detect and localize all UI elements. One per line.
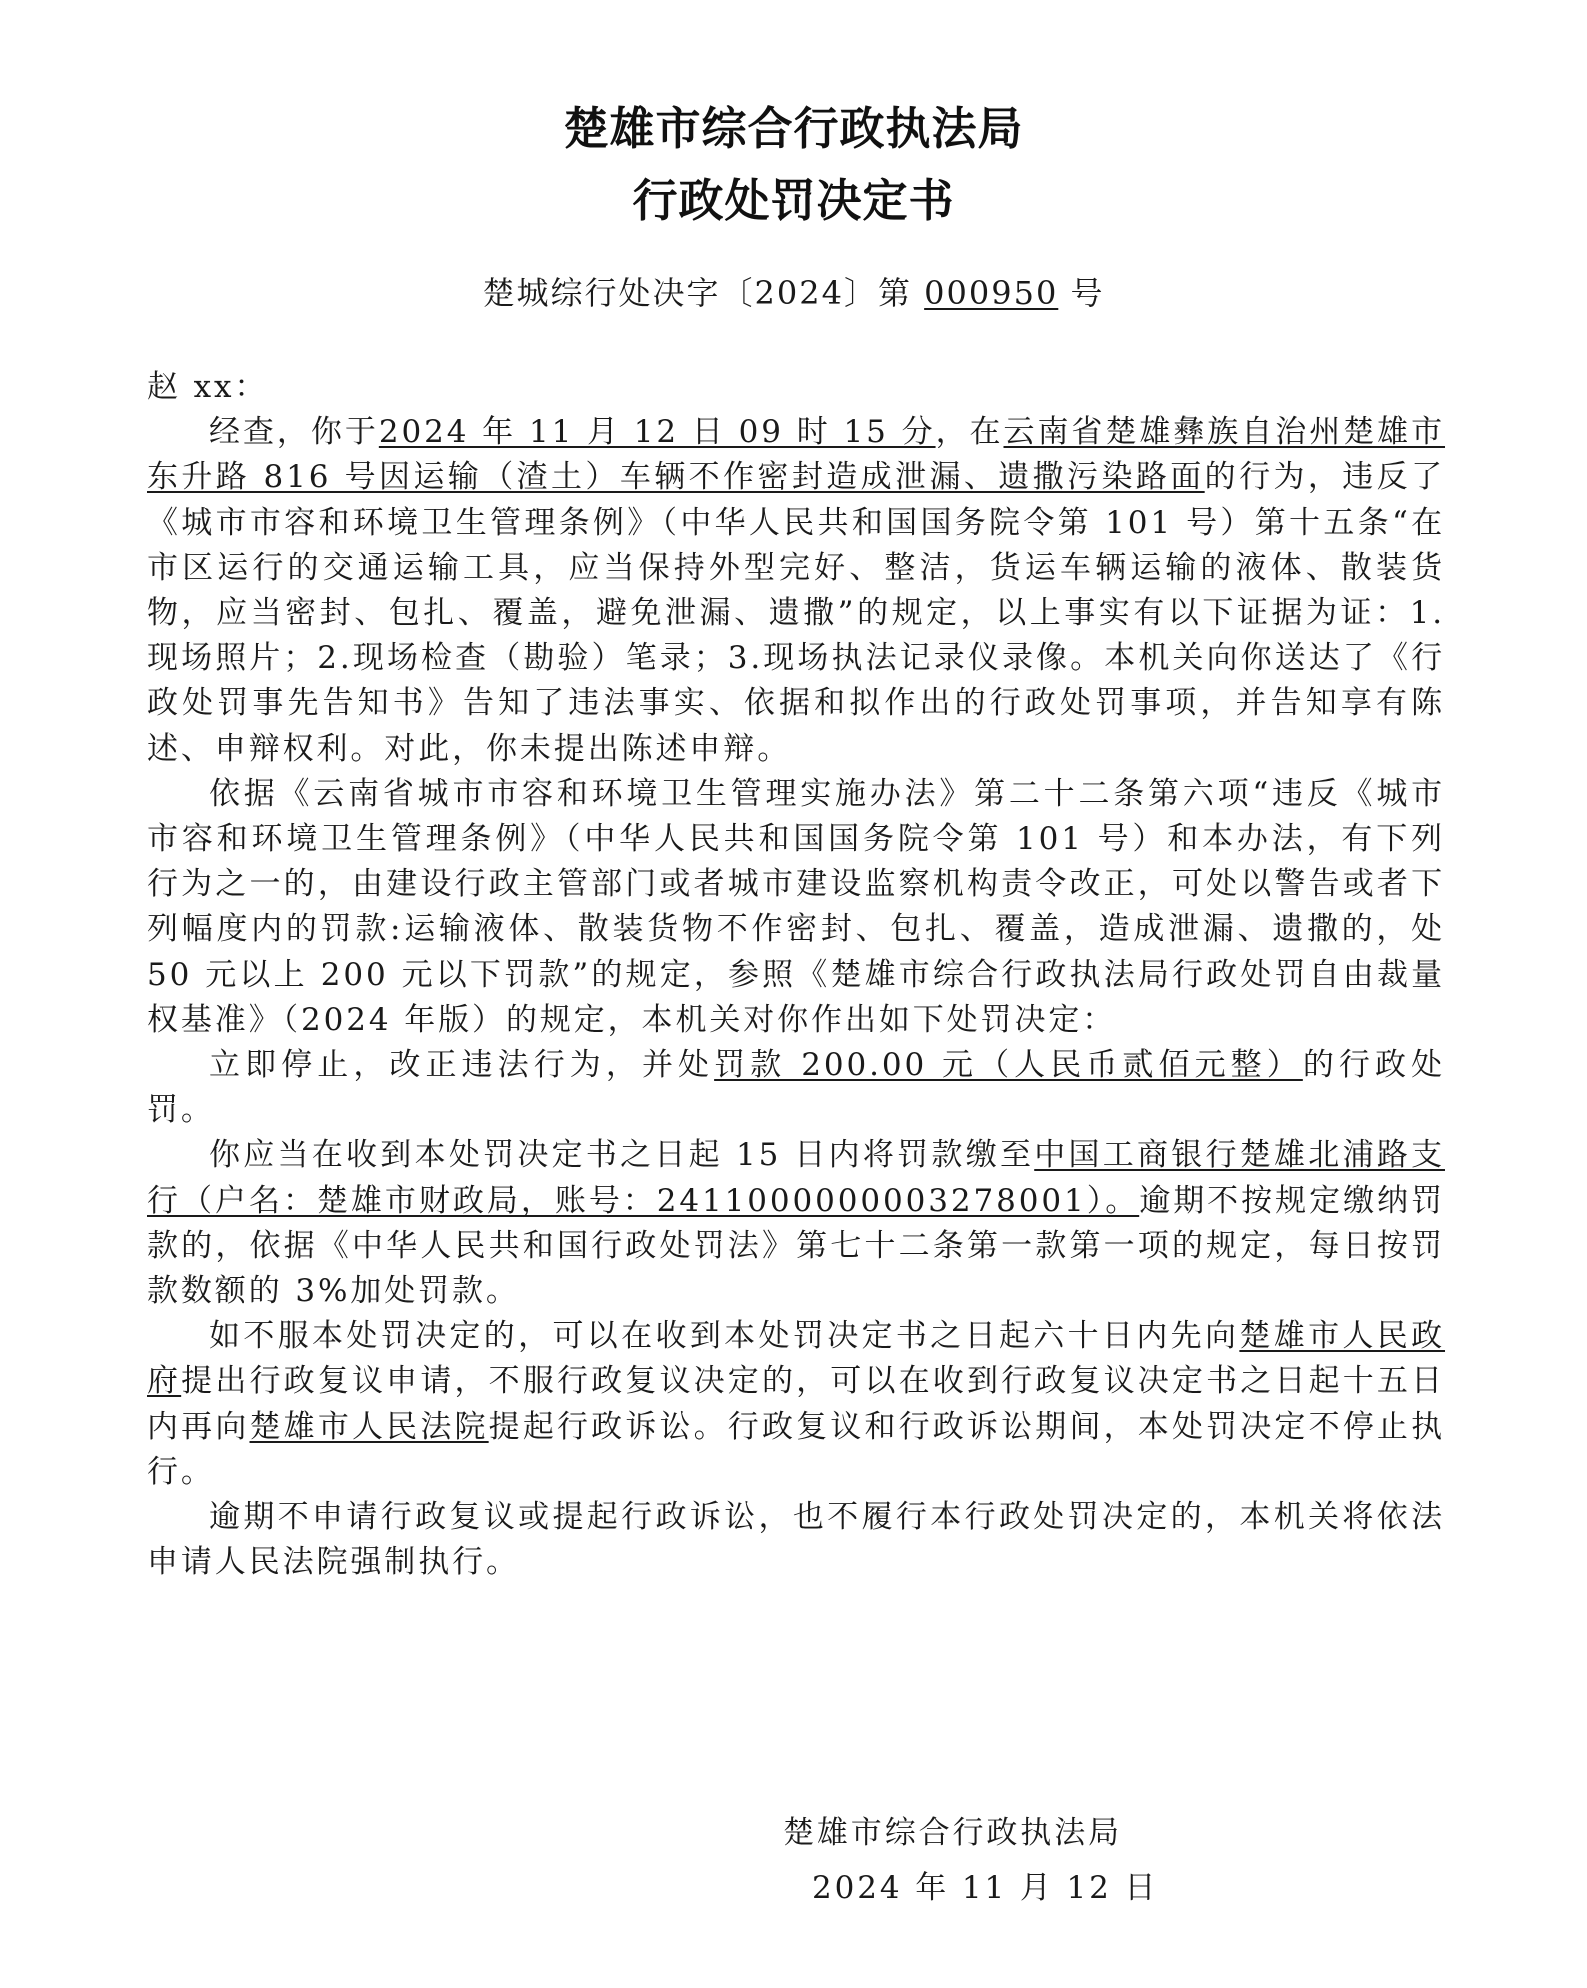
appeal-court: 楚雄市人民法院 [249, 1408, 489, 1445]
facts-text-3: 的行为，违反了《城市市容和环境卫生管理条例》（中华人民共和国国务院令第 101 号）第十五条“在市区运行的交通运输工具，应当保持外型完好、整洁，货运车辆运输的液体、散装货物，应当密封、包扎、覆盖，避免泄漏、遗撒”的规定，以上事实有以下证据为证：1.现场照片；2.现场检查（勘验）笔录；3.现场执法记录仪录像。本机关向你送达了《行政处罚事先告知书》告知了违法事实、依据和拟作出的行政处罚事项，并告知享有陈述、申辩权利。对此，你未提出陈述申辩。 [147, 459, 1445, 767]
violation-location: 云南省楚雄彝族自治州楚雄市东升路 816 号因运输（渣土）车辆不作密封造成泄漏、遗撒污染路面 [147, 414, 1446, 496]
decision-text-2: 的行政处罚。 [147, 1047, 1445, 1129]
payment-text-2: 逾期不按规定缴纳罚款的，依据《中华人民共和国行政处罚法》第七十二条第一款第一项的规定，每日按罚款数额的 3%加处罚款。 [147, 1182, 1445, 1310]
appeal-paragraph [147, 1314, 1445, 1495]
salutation: 赵 xx： [147, 369, 269, 405]
document-body [147, 365, 1445, 1585]
facts-text-1: 经查，你于 [209, 414, 379, 451]
document-number [0, 268, 1587, 314]
enforcement-paragraph: 逾期不申请行政复议或提起行政诉讼，也不履行本行政处罚决定的，本机关将依法申请人民法院强制执行。 [147, 1499, 1445, 1581]
signature-organization: 楚雄市综合行政执法局 [783, 1815, 1122, 1851]
payment-bank-account: 中国工商银行楚雄北浦路支行（户名：楚雄市财政局，账号：2411000000003278001）。 [147, 1137, 1445, 1219]
document-title: 行政处罚决定书 [632, 174, 955, 227]
document-number-prefix: 楚城综行处决字〔2024〕第 [482, 274, 912, 312]
violation-datetime: 2024 年 11 月 12 日 09 时 15 分 [378, 414, 936, 451]
decision-text-1: 立即停止，改正违法行为，并处 [209, 1047, 715, 1084]
decision-paragraph [147, 1043, 1445, 1133]
payment-paragraph [147, 1133, 1445, 1314]
appeal-text-2: 提出行政复议申请，不服行政复议决定的，可以在收到行政复议决定书之日起十五日内再向 [147, 1363, 1445, 1445]
appeal-text-1: 如不服本处罚决定的，可以在收到本处罚决定书之日起六十日内先向 [209, 1318, 1240, 1355]
signature-date: 2024 年 11 月 12 日 [812, 1870, 1159, 1906]
legal-basis-paragraph: 依据《云南省城市市容和环境卫生管理实施办法》第二十二条第六项“违反《城市市容和环境卫生管理条例》（中华人民共和国国务院令第 101 号）和本办法，有下列行为之一的，由建设行政主管部门或者城市建设监察机构责令改正，可处以警告或者下列幅度内的罚款:运输液体、散装货物不作密封、包扎、覆盖，造成泄漏、遗撒的，处 50 元以上 200 元以下罚款”的规定，参照《楚雄市综合行政执法局行政处罚自由裁量权基准》（2024 年版）的规定，本机关对你作出如下处罚决定： [147, 775, 1445, 1038]
facts-paragraph [147, 410, 1445, 772]
fine-amount: 罚款 200.00 元（人民币贰佰元整） [714, 1047, 1303, 1084]
appeal-text-3: 提起行政诉讼。行政复议和行政诉讼期间，本处罚决定不停止执行。 [147, 1408, 1445, 1490]
agency-title: 楚雄市综合行政执法局 [563, 102, 1024, 155]
document-number-suffix: 号 [1070, 274, 1105, 312]
facts-text-2: ，在 [935, 414, 1004, 451]
document-number-value: 000950 [924, 274, 1059, 312]
payment-text-1: 你应当在收到本处罚决定书之日起 15 日内将罚款缴至 [209, 1137, 1035, 1174]
appeal-government: 楚雄市人民政府 [147, 1318, 1446, 1400]
